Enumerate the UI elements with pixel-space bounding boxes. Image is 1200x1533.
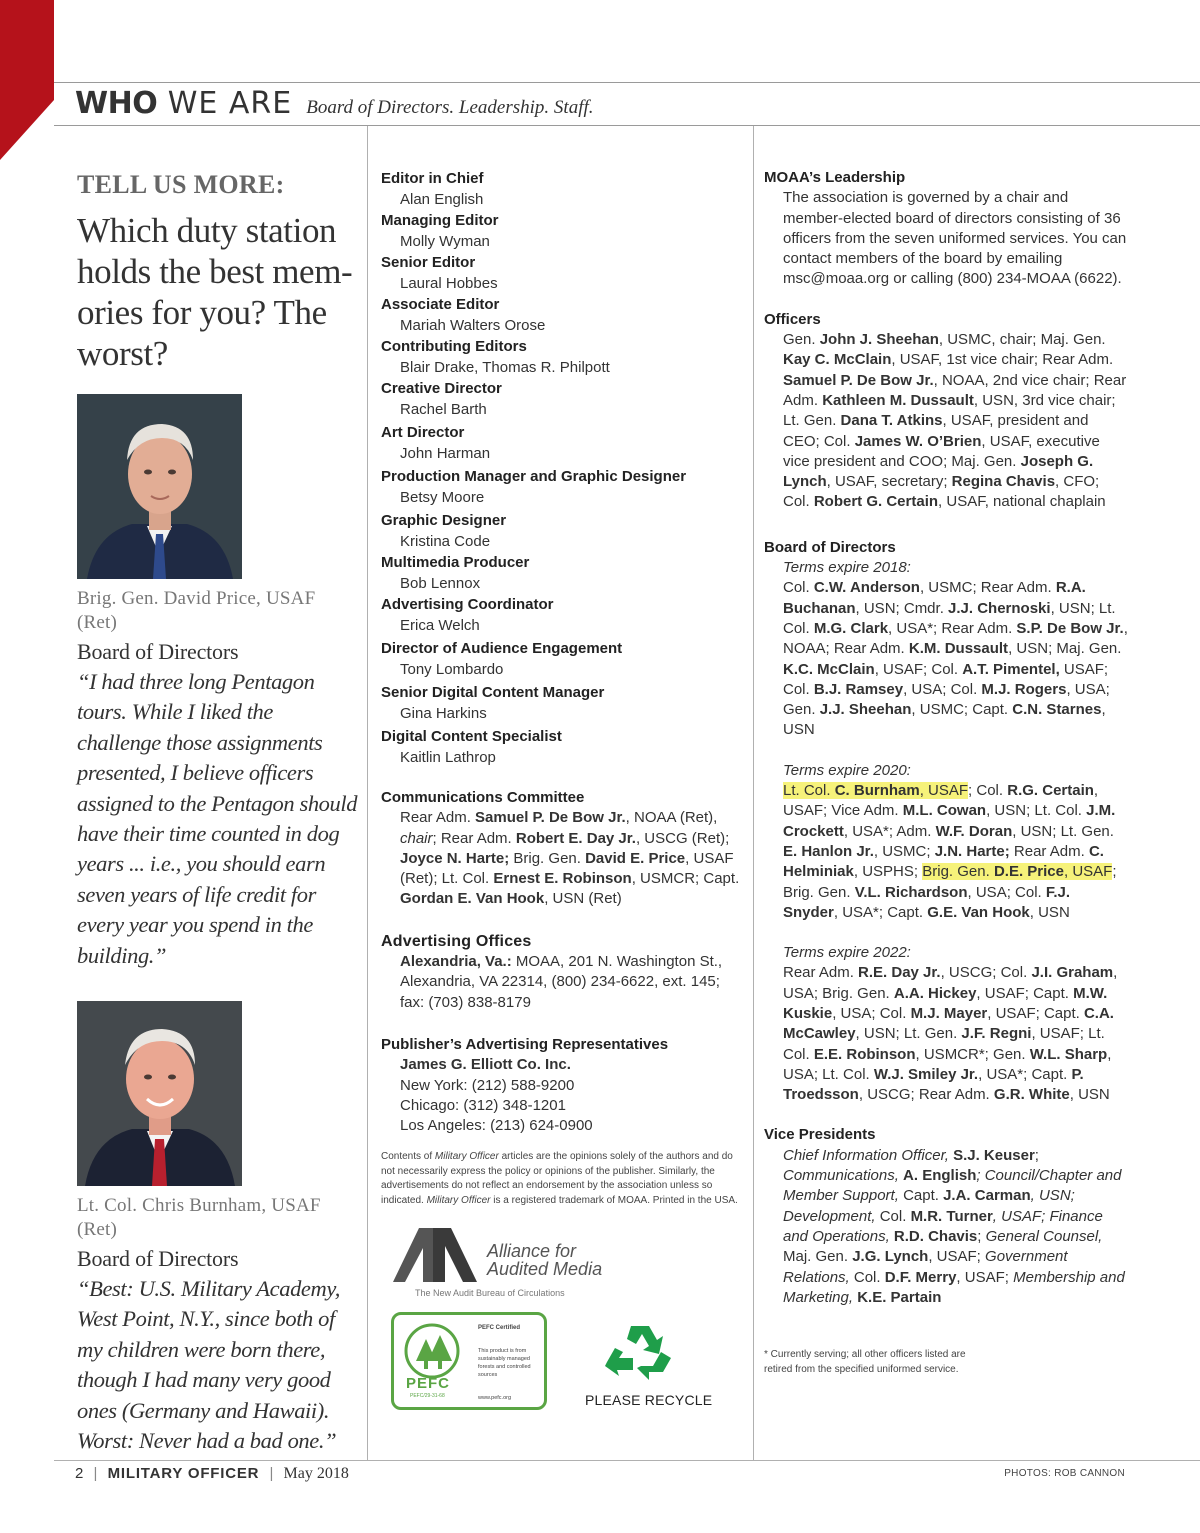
masthead-title: Senior Editor <box>381 254 476 271</box>
aam-line-2: Audited Media <box>487 1259 603 1280</box>
pefc-url: www.pefc.org <box>478 1395 512 1402</box>
masthead-name: Laural Hobbes <box>400 275 498 292</box>
text-run: J.J. Chernoski <box>948 599 1051 617</box>
footer-separator: | <box>269 1465 274 1482</box>
masthead-name: Bob Lennox <box>400 575 481 592</box>
term-members <box>764 963 1128 1105</box>
masthead-name: Kaitlin Lathrop <box>400 749 496 766</box>
leadership-column <box>764 168 1128 1377</box>
masthead-name: Alan English <box>400 191 484 208</box>
text-run: David E. Price <box>585 849 686 867</box>
masthead-name: Gina Harkins <box>400 705 487 722</box>
text-run: , USAF (Ret); Lt. Col. <box>400 849 734 888</box>
text-run: , USA*; Rear Adm. <box>888 619 1017 637</box>
board-of-directors <box>764 538 1128 1106</box>
text-run: ; Council/Chapter and Member Support, <box>783 1167 1122 1205</box>
text-run: S.J. Keuser <box>953 1146 1035 1164</box>
profile-role-2: Board of Directors <box>77 1246 239 1272</box>
text-run: P. Troedsson <box>783 1065 1084 1104</box>
text-run: , USCG (Ret); <box>635 829 730 847</box>
profile-quote-1: “I had three long Pentagon tours. While I liked the challenge those assignments presented, I believe officers assigned to the Pentagon should have their time counted in dog years ... i.e., you should earn seven years of life credit for every year you spend in the building.” <box>77 669 358 968</box>
text-run: Contents of <box>381 1151 435 1163</box>
text-run: J.N. Harte; <box>934 842 1010 860</box>
vice-presidents-heading: Vice Presidents <box>764 1126 876 1144</box>
officers-body <box>764 330 1128 513</box>
text-run: A.T. Pimentel, <box>962 660 1060 678</box>
portrait-chris-burnham <box>77 1001 242 1186</box>
advertising-offices-body <box>381 952 743 1013</box>
text-run: R.A. Buchanan <box>783 579 1086 617</box>
text-run: G.E. Van Hook <box>927 903 1030 921</box>
masthead-title: Managing Editor <box>381 212 499 229</box>
highlighted-text: D.E. Price <box>993 863 1064 881</box>
text-run: , USA*; Capt. <box>833 903 928 921</box>
text-run: , NOAA; Rear Adm. <box>783 619 1128 658</box>
text-run: Government Relations, <box>783 1248 1068 1286</box>
masthead-entry <box>381 210 743 252</box>
masthead-entry <box>381 682 743 724</box>
masthead-name: Mariah Walters Orose <box>400 317 546 334</box>
text-run: ; <box>977 1227 986 1245</box>
recycle-label: PLEASE RECYCLE <box>585 1392 713 1409</box>
text-run: , USA; Gen. <box>783 680 1110 719</box>
highlighted-text: C. Burnham <box>834 782 920 800</box>
tell-us-more-column <box>77 170 359 1457</box>
leadership-text: The association is governed by a chair and member-elected board of directors consisting of 36 officers from the seven uniformed services. You can contact members of the board by emailing msc@moaa.org or calling (800) 234-MOAA (6622). <box>783 189 1127 288</box>
masthead-name: Blair Drake, Thomas R. Philpott <box>400 359 610 376</box>
masthead-name: Kristina Code <box>400 533 491 550</box>
masthead-title: Editor in Chief <box>381 170 484 187</box>
masthead-title: Digital Content Specialist <box>381 728 562 745</box>
masthead-entry <box>381 552 743 594</box>
kicker: TELL US MORE: <box>77 170 285 199</box>
text-run: E. Hanlon Jr. <box>783 842 874 860</box>
text-run: M.L. Cowan <box>902 802 987 820</box>
masthead-title: Production Manager and Graphic Designer <box>381 468 687 485</box>
publishers-reps-heading: Publisher’s Advertising Representatives <box>381 1035 669 1053</box>
text-run: ; <box>1034 1146 1039 1164</box>
pefc-certified: PEFC Certified <box>478 1325 521 1332</box>
masthead-entry <box>381 638 743 680</box>
profile-role-1: Board of Directors <box>77 639 239 664</box>
leadership-heading: MOAA’s Leadership <box>764 169 906 186</box>
text-run: , USN; Development, <box>783 1187 1075 1225</box>
highlighted-text: Brig. Gen. <box>922 863 994 881</box>
text-run: , USMC; <box>873 842 935 860</box>
page-footer <box>75 1465 349 1483</box>
pefc-text: This product is from sustainably managed forests and controlled sources <box>478 1348 531 1379</box>
text-run: J.M. Crockett <box>783 802 1116 840</box>
text-run: C.W. Anderson <box>813 579 920 597</box>
text-run: , USAF; Col. <box>874 660 963 678</box>
text-run: Rear Adm. <box>400 809 476 827</box>
header-bottom-rule <box>54 125 1200 126</box>
text-run: , USMCR; Capt. <box>631 870 740 888</box>
portrait-david-price <box>77 394 242 579</box>
masthead-title: Multimedia Producer <box>381 554 530 571</box>
text-run: M.J. Mayer <box>910 1004 988 1022</box>
photo-credit: PHOTOS: ROB CANNON <box>1004 1468 1125 1479</box>
vice-presidents <box>764 1125 1128 1308</box>
section-header <box>75 86 594 124</box>
text-run: Regina Chavis <box>951 473 1056 491</box>
text-run: B.J. Ramsey <box>813 680 904 698</box>
term-members <box>764 578 1128 740</box>
text-run: , USPHS; <box>853 863 923 881</box>
text-run: Col. <box>879 1207 911 1225</box>
masthead-title: Graphic Designer <box>381 512 507 529</box>
highlighted-text: , USAF <box>1063 863 1113 881</box>
text-run: C.A. McCawley <box>783 1004 1114 1043</box>
certification-logos <box>381 1312 743 1418</box>
red-corner-tab <box>0 0 54 160</box>
masthead-title: Senior Digital Content Manager <box>381 684 605 701</box>
profile-quote-2: “Best: U.S. Military Academy, West Point, N.Y., since both of my children were born there, though I had many very good ones (Germany and Hawaii). Worst: Never had a bad one.” <box>77 1276 340 1454</box>
text-run: W.F. Doran <box>935 822 1013 840</box>
masthead-entry <box>381 594 743 636</box>
text-run: , USMC, chair; Maj. Gen. <box>938 331 1106 349</box>
text-run: , USN; Cmdr. <box>855 599 949 617</box>
masthead-entry <box>381 422 743 464</box>
text-run: General Counsel, <box>985 1227 1103 1245</box>
text-run: Kathleen M. Dussault <box>822 391 974 409</box>
term-members <box>764 781 1128 923</box>
text-run: Brig. Gen. <box>509 849 586 867</box>
text-run: K.M. Dussault <box>908 640 1009 658</box>
text-run: Capt. <box>903 1187 944 1205</box>
recycle-icon <box>605 1322 675 1388</box>
text-run: M.W. Kuskie <box>783 984 1108 1022</box>
text-run: K.E. Partain <box>857 1288 942 1306</box>
masthead-title: Advertising Coordinator <box>381 596 554 613</box>
pefc-code: PEFC/29-31-68 <box>410 1393 445 1400</box>
publishers-reps-line: Los Angeles: (213) 624-0900 <box>400 1117 593 1135</box>
masthead-entry <box>381 510 743 552</box>
text-run: , NOAA (Ret), <box>625 809 718 827</box>
text-run: , USN; Lt. Col. <box>783 599 1116 637</box>
text-run: F.J. Snyder <box>783 883 1071 921</box>
footer-rule <box>54 1460 1200 1461</box>
text-run: Alexandria, Va.: <box>400 953 512 971</box>
masthead-title: Contributing Editors <box>381 338 527 355</box>
text-run: , USA; Brig. Gen. <box>783 964 1118 1002</box>
officers-heading: Officers <box>764 310 821 328</box>
text-run: Gen. <box>783 331 820 349</box>
text-run: Ernest E. Robinson <box>493 870 632 888</box>
text-run: , NOAA, 2nd vice chair; Rear Adm. <box>783 371 1127 409</box>
advertising-offices-heading: Advertising Offices <box>381 932 532 950</box>
masthead-title: Associate Editor <box>381 296 500 313</box>
text-run: K.C. McClain <box>783 660 875 678</box>
text-run: , USAF, 1st vice chair; Rear Adm. <box>891 351 1114 369</box>
text-run: Robert G. Certain <box>813 493 939 511</box>
masthead-name: Tony Lombardo <box>400 661 504 678</box>
text-run: J.I. Graham <box>1031 964 1114 982</box>
text-run: M.J. Rogers <box>981 680 1067 698</box>
text-run: J.J. Sheehan <box>819 701 912 719</box>
text-run: , USAF; Finance and Operations, <box>783 1207 1103 1245</box>
header-top-rule <box>54 82 1200 83</box>
header-we-are: WE ARE <box>157 86 293 121</box>
publishers-reps-line: Chicago: (312) 348-1201 <box>400 1096 566 1114</box>
text-run: , CFO; Col. <box>783 473 1100 511</box>
masthead-title: Director of Audience Engagement <box>381 640 623 657</box>
text-run: , USN; Lt. Gen. <box>855 1025 962 1043</box>
text-run: articles are the opinions solely of the authors and do not necessarily express the policy or opinions of the publisher. Similarly, the advertisements do not reflect an endorsement by the association unless so indicated. <box>381 1151 733 1206</box>
text-run: J.F. Regni <box>961 1025 1032 1043</box>
column-divider-1 <box>367 126 368 1460</box>
text-run: , USAF; Capt. <box>976 984 1074 1002</box>
text-run: ; Col. <box>968 782 1008 800</box>
text-run: ; Rear Adm. <box>432 829 516 847</box>
aam-logo <box>381 1226 743 1306</box>
magazine-name: MILITARY OFFICER <box>107 1465 260 1482</box>
masthead-title: Art Director <box>381 424 465 441</box>
text-run: , USN; Lt. Gen. <box>1012 822 1114 840</box>
masthead-entry <box>381 726 743 768</box>
aam-logo-text <box>487 1242 602 1278</box>
text-run: Military Officer <box>426 1194 491 1206</box>
text-run: Samuel P. De Bow Jr. <box>783 371 934 389</box>
text-run: , USA*; Capt. <box>978 1065 1072 1083</box>
header-subtitle: Board of Directors. Leadership. Staff. <box>306 97 594 118</box>
text-run: D.F. Merry <box>884 1268 957 1286</box>
officers <box>764 310 1128 513</box>
text-run: is a registered trademark of MOAA. Printed in the USA. <box>490 1194 738 1206</box>
text-run: , USCG; Rear Adm. <box>858 1086 994 1104</box>
masthead-entry <box>381 378 743 420</box>
masthead-name: Betsy Moore <box>400 489 485 506</box>
text-run: , USN <box>1029 903 1070 921</box>
text-run: , USAF; Capt. <box>987 1004 1084 1022</box>
text-run: Robert E. Day Jr. <box>515 829 636 847</box>
aam-tagline: The New Audit Bureau of Circulations <box>415 1288 565 1299</box>
text-run: E.E. Robinson <box>813 1045 916 1063</box>
masthead-list <box>381 168 743 768</box>
text-run: W.J. Smiley Jr. <box>873 1065 979 1083</box>
question: Which duty station holds the best mem-ories for you? The worst? <box>77 211 353 373</box>
text-run: S.P. De Bow Jr. <box>1016 619 1124 637</box>
text-run: , USAF; Lt. Col. <box>783 1025 1105 1063</box>
pefc-logo <box>391 1312 547 1410</box>
text-run: Kay C. McClain <box>783 351 892 369</box>
aam-logo-mark-icon <box>393 1228 483 1284</box>
issue-date: May 2018 <box>283 1465 349 1482</box>
text-run: , USMC; Capt. <box>911 701 1013 719</box>
text-run: MOAA, 201 N. Washington St., Alexandria, VA 22314, (800) 234-6622, ext. 145; fax: (703) 838-8179 <box>400 953 723 1011</box>
text-run: M.G. Clark <box>813 619 889 637</box>
masthead-entry <box>381 294 743 336</box>
text-run: John J. Sheehan <box>819 331 939 349</box>
text-run: chair <box>400 829 433 847</box>
masthead-name: Erica Welch <box>400 617 480 634</box>
text-run: , USAF, president and CEO; Col. <box>783 412 1089 450</box>
text-run: Chief Information Officer, <box>783 1146 954 1164</box>
masthead-name: Molly Wyman <box>400 233 490 250</box>
masthead-name: John Harman <box>400 445 491 462</box>
text-run: C. Helminiak <box>783 842 1104 881</box>
text-run: R.D. Chavis <box>893 1227 978 1245</box>
profile-name-1: Brig. Gen. David Price, USAF (Ret) <box>77 588 316 633</box>
text-run: Rear Adm. <box>783 964 859 982</box>
text-run: Membership and Marketing, <box>783 1268 1125 1306</box>
disclaimer <box>381 1150 743 1208</box>
text-run: , USN (Ret) <box>544 890 622 908</box>
text-run: , USCG; Col. <box>940 964 1032 982</box>
vice-presidents-body <box>764 1146 1128 1308</box>
pefc-tree-icon <box>402 1323 462 1379</box>
text-run: Rear Adm. <box>1009 842 1089 860</box>
masthead-name: Rachel Barth <box>400 401 487 418</box>
text-run: , USAF; <box>928 1248 986 1266</box>
aam-line-1: Alliance for <box>487 1241 577 1262</box>
text-run: J.G. Lynch <box>852 1248 929 1266</box>
term-label: Terms expire 2022: <box>783 944 911 962</box>
text-run: Communications, <box>783 1167 904 1185</box>
masthead-entry <box>381 466 743 508</box>
text-run: , USAF; Vice Adm. <box>783 782 1099 820</box>
text-run: V.L. Richardson <box>854 883 968 901</box>
pefc-name: PEFC <box>406 1375 451 1393</box>
text-run: , USN <box>783 701 1106 739</box>
text-run: Joseph G. Lynch <box>783 452 1094 491</box>
text-run: , USA*; Adm. <box>843 822 936 840</box>
text-run: W.L. Sharp <box>1029 1045 1108 1063</box>
column-divider-2 <box>753 126 754 1460</box>
text-run: Samuel P. De Bow Jr. <box>475 809 626 827</box>
masthead-entry <box>381 252 743 294</box>
text-run: ; Brig. Gen. <box>783 863 1117 901</box>
text-run: , USN; Maj. Gen. <box>1008 640 1122 658</box>
text-run: , USA; Col. <box>967 883 1046 901</box>
text-run: Col. <box>853 1268 885 1286</box>
text-run: J.A. Carman <box>943 1187 1031 1205</box>
communications-heading: Communications Committee <box>381 789 585 806</box>
communications-committee <box>381 788 743 910</box>
text-run: , USMCR*; Gen. <box>915 1045 1030 1063</box>
page-number: 2 <box>75 1465 84 1482</box>
text-run: R.G. Certain <box>1007 782 1094 800</box>
moaa-leadership <box>764 168 1128 290</box>
board-heading: Board of Directors <box>764 538 896 556</box>
term-label: Terms expire 2018: <box>783 559 911 577</box>
masthead-column <box>381 168 743 1418</box>
text-run: , USAF, secretary; <box>826 473 952 491</box>
publishers-reps-line: New York: (212) 588-9200 <box>400 1076 575 1094</box>
text-run: R.E. Day Jr. <box>858 964 941 982</box>
text-run: , USMC; Rear Adm. <box>919 579 1056 597</box>
text-run: , USA; Lt. Col. <box>783 1045 1112 1083</box>
masthead-entry <box>381 168 743 210</box>
text-run: , USN, 3rd vice chair; Lt. Gen. <box>783 391 1116 430</box>
text-run: C.N. Starnes <box>1012 701 1102 719</box>
text-run: A.A. Hickey <box>893 984 977 1002</box>
advertising-offices <box>381 932 743 1013</box>
text-run: James W. O’Brien <box>854 432 982 450</box>
text-run: Maj. Gen. <box>783 1248 853 1266</box>
term-label: Terms expire 2020: <box>783 761 911 779</box>
text-run: , USA; Col. <box>903 680 982 698</box>
masthead-title: Creative Director <box>381 380 502 397</box>
text-run: M.R. Turner <box>910 1207 993 1225</box>
footnote: * Currently serving; all other officers listed are retired from the specified uniformed service. <box>764 1349 966 1375</box>
publishers-representatives <box>381 1035 743 1136</box>
text-run: , USA; Col. <box>832 1004 911 1022</box>
highlighted-text: , USAF <box>919 782 969 800</box>
text-run: A. English <box>903 1167 977 1185</box>
text-run: Col. <box>783 579 814 597</box>
highlighted-text: Lt. Col. <box>783 782 835 800</box>
text-run: Gordan E. Van Hook <box>400 890 545 908</box>
footer-separator: | <box>93 1465 98 1482</box>
text-run: , USAF, national chaplain <box>938 493 1106 511</box>
text-run: , USAF, executive vice president and COO; Maj. Gen. <box>783 432 1100 470</box>
text-run: , USAF; <box>956 1268 1014 1286</box>
text-run: USAF; Col. <box>783 660 1109 698</box>
text-run: Dana T. Atkins <box>840 412 943 430</box>
text-run: Military Officer <box>434 1151 499 1163</box>
publishers-reps-company: James G. Elliott Co. Inc. <box>400 1056 571 1074</box>
header-who: WHO <box>75 86 158 121</box>
profile-name-2: Lt. Col. Chris Burnham, USAF (Ret) <box>77 1195 321 1241</box>
text-run: , USN <box>1069 1086 1110 1104</box>
communications-body <box>381 808 743 909</box>
masthead-entry <box>381 336 743 378</box>
text-run: , USN; Lt. Col. <box>986 802 1087 820</box>
text-run: G.R. White <box>993 1086 1070 1104</box>
text-run: Joyce N. Harte; <box>400 849 510 867</box>
